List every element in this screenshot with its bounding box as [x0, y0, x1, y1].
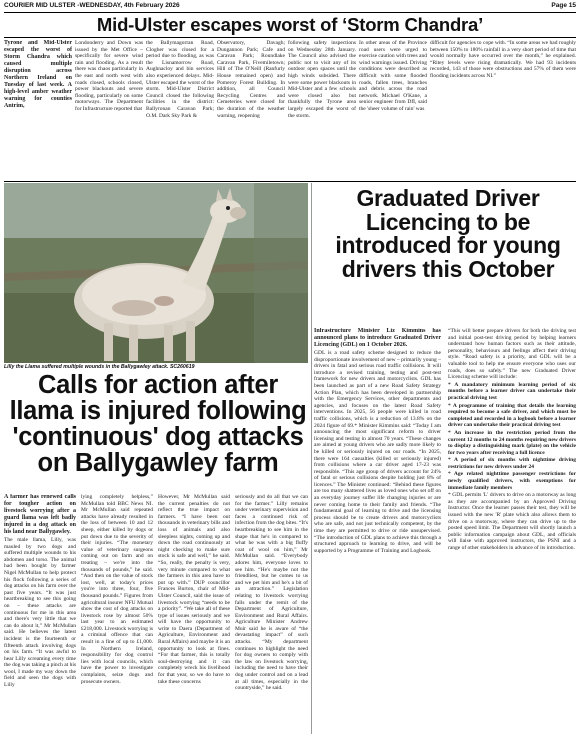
llama-column-2: lying completely helpless,” McMullan told BBC News NI. Mr McMullan said repeated attacks have already resulted in the loss of between 10 and 12 sheep, either killed by dogs or put down due to the severity of their injuries. “The monetary value of veterinary surgeons coming out on farm and on treating – we're into the thousands of pounds,” he said. “And then on the value of stock lost, well, at today's prices you're into three, four, five thousand pounds.” Figures from agricultural insurer NFU Mutual show the cost of dog attacks on livestock rose by almost 50% last year to an estimated £218,000. Livestock worrying is a criminal offence that can result in a fine of up to £1,000. In Northern Ireland, responsibility for dog control lies with local councils, which have the power to investigate complaints, seize dogs and prosecute owners.: [81, 494, 153, 685]
storm-column-2: Londonderry and Down was issued by the Met Office – specifically for severe wind rain and flooding. As a result there was chaos particularly in the east and north west with roads closed, schools closed, power blackouts and severe flooding, particularly on some motorways. The Department for Infrastructure reported that: [75, 40, 143, 112]
llama-column-1: A farmer has renewed calls for tougher action on livestock worrying after a guard llama was left badly injured in a dog attack on his land near Ballygawley. The male llama, Lilly, was mauled by two dogs and suffered multiple wounds to his abdomen and torso. The animal had been bought by farmer Nigel McMullan to help protect his flock following a series of dog attacks on his farm over the past five years. “It was just heartbreaking to see this going on – these attacks are continuous for me in this area and there's very little that we can do about it,” Mr McMullan said. He believes the latest incident is the fourteenth or fifteenth attack involving dogs on his farm. “It was awful to hear Lilly screaming every time the dog was taking a pinch at his wool, I made my way down the field and seen the dogs with Lilly: [4, 494, 76, 689]
photo-caption: Lilly the Llama suffered multiple wounds in the Ballygawley attack. SC260619: [4, 364, 195, 370]
storm-headline-rule: [4, 37, 576, 38]
storm-column-7: difficult for agencies to cope with. “In some areas we had roughly between 150% to 180% rainfall in a very short period of time that would normally have occurred over the month,” he explained. “Ritey levels were rising dramatically. We had 93 incidents recorded, 143 of those were obstructions and 57% of them were flooding incidents across NI.”: [430, 40, 576, 79]
llama-column-4: seriously and do all that we can for the farmer.” Lilly remains under veterinary supervision and faces a continued risk of infection from the dog bites. “It's heartbreaking to see him in the shape that he's in compared to what he was with a big fluffy coat of wool on him,” Mr McMullan said. “Everybody adores him, everyone loves to see him. “He's maybe not the friendliest, but he comes to us and we pet him and he's a bit of an attraction.” Legislation relating to livestock worrying falls under the remit of the Department of Agriculture, Environment and Rural Affairs. Agriculture Minister Andrew Muir said he is aware of “the devastating impact” of such attacks. “My department continues to highlight the need for dog owners to comply with the law on livestock worrying, including the need to have their dog under control and on a lead at all times, especially in the countryside,” he said.: [235, 494, 308, 692]
storm-bottom-rule: [4, 181, 576, 182]
storm-column-5: following safety inspections on Wednesday 28th January. The Council also advised the public not to visit any of its outdoor open spaces until the high winds subsided. There were some power blackouts in Mid-Ulster and a few schools were closed also but thankfully the Tyrone area largely escaped the worst of the storm.: [288, 40, 356, 119]
licence-column-1: Infrastructure Minister Liz Kimmins has announced plans to introduce Graduated Driver Licencing (GDL) on 1 October 2026. GDL is a road safety scheme designed to reduce the disproportionate involvement of new – primarily young – drivers in fatal and serious road traffic collisions. It will introduce a revised training, testing and post-test framework for new drivers and motorcyclists. GDL has been launched as part of a new Road Safety Strategy Action Plan, which has been developed in partnership with the Emergency Services, other departments and agencies, and focuses on the latest Road Safety interventions. In 2025, 56 people were killed in road traffic collisions, which is a reduction of 13.8% on the 2024 figure of 69.* Minister Kimmins said: “Today I am announcing the most significant reform to driver licensing and testing in almost 70 years. “These changes are aimed at young drivers who are sadly more likely to be killed or seriously injured on our roads. “In 2025, there were 164 casualties (killed or seriously injured) from collisions where a car driver aged 17-23 was responsible. “This age group of drivers account for 24% of fatal or serious collisions despite holding just 8% of licences.” The Minister continued: “Behind these figures are too many shattered lives as loved ones who set off on an everyday journey suffer life changing injuries or are never coming home to their family and friends. “The fundamental goal of learning to drive and the licensing process should be to create drivers and motorcyclists who are safe, and not just technically competent, by the time they are permitted to drive or ride unsupervised. “The introduction of GDL plans to achieve this through a structured approach to learning to drive, and will be supported by a Programme of Training and Logbook.: [314, 328, 441, 554]
llama-headline: Calls for action after llama is injured following 'continuous' dog attacks on Ballygawley farm: [9, 371, 307, 477]
page-number: Page 15: [551, 2, 576, 9]
storm-column-1: Tyrone and Mid-Ulster escaped the worst of Storm Chandra which caused multiple disruption across Northern Ireland on Tuesday of last week. A high-level amber weather warning for counties Antrim,: [4, 40, 72, 109]
storm-column-3: the Ballymagorran Road, Clogher was closed for a period due to flooding, as was the Lisnamorrow Road, Aughnacloy and bin services also experienced delays. Mid-Ulster escaped the worst of the storm. Mid-Ulster District Council closed the following facilities in the district: Ballyronan Caravan Park; O.M. Dark Sky Park &: [146, 40, 214, 119]
licence-bullet: * An increase in the restriction period from the current 12 months to 24 months requiring new drivers to display a distinguishing mark (plate) on the vehicle for two years after receiving a full licence: [448, 429, 576, 456]
licence-headline: Graduated Driver Licencing to be introduced for young drivers this October: [335, 185, 561, 282]
column-divider: [311, 183, 312, 734]
licence-bullet: * Age related nighttime passenger restrictions for newly qualified drivers, with exemptions for immediate family members: [448, 471, 576, 491]
publication-dateline: COURIER MID ULSTER -WEDNESDAY, 4th February 2026: [4, 2, 180, 9]
header-rule: [4, 12, 576, 13]
licence-column-2: “This will better prepare drivers for both the driving test and initial post-test driving period by helping learners understand how human factors such as their attitude, personality, behaviours and feelings affect their driving style. “Road safety is a priority, and GDL will be a valuable tool to help me ensure everyone who uses our roads, does so safely.” The new Graduated Driver Licencing scheme will include: * A mandatory minimum learning period of six months before a learner driver can undertake their practical driving test * A programme of training that details the learning required to become a safe driver, and which must be completed and recorded in a logbook before a learner driver can undertake their practical driving test * An increase in the restriction period from the current 12 months to 24 months requiring new drivers to display a distinguishing mark (plate) on the vehicle for two years after receiving a full licence * A period of six months with nighttime driving restrictions for new drivers under 24 * Age related nighttime passenger restrictions for newly qualified drivers, with exemptions for immediate family members * GDL permits 'L' drivers to drive on a motorway as long as they are accompanied by an Approved Driving Instructor. Once the learner passes their test, they will be issued with the new 'R' plate which also allows them to drive on a motorway, where they can drive up to the posted speed limit. The Department will shortly launch a public information campaign about GDL, and officials will liaise with approved instructors, the PSNI and a range of other stakeholders in advance of its introduction.: [448, 328, 576, 551]
llama-column-3: However, Mr McMullan said the current penalties do not reflect the true impact on farmers. “I have been out thousands in veterinary bills and loss of animals and also sleepless nights, coming up and down the road continuously at night checking to make sure stock is safe and well,” he said. “So, really, the penalty is very, very minute compared to what the farmers in this area have to put up with.” DUP councillor Frances Burton, chair of Mid-Ulster Council, said the issue of livestock worrying “needs to be a priority”. “We take all of these type of issues seriously and we will have the opportunity to write to Daera (Department of Agriculture, Environment and Rural Affairs) and maybe it is an opportunity to look at fines. “For that farmer, this is totally soul-destroying and it can completely wreck his livelihood for that year, so we do have to take these concerns: [158, 494, 230, 685]
storm-column-4: Observatory, Davagh; Dungannon Park; Cafe and Caravan Park; Roundlake Caravan Park, Fivemiletown; Hill of The O'Neill (Ranfurly House remained open) and Pomeroy Forest Building. In addition, all Council Recycling Centres and Cemeteries were closed for the duration of the weather warning, reopening: [217, 40, 285, 119]
storm-column-6: In other areas of the Province road users were urged to exercise caution with trees and wind warnings issued. Driving conditions were described as difficult with some flooded roads, fallen trees, branches and debris across the road network. Michael O'Kane, a senior engineer from DfI, said the 'sheer volume of rain' was: [359, 40, 427, 112]
page-header: [4, 2, 576, 12]
licence-bullet: * A mandatory minimum learning period of six months before a learner driver can undertake their practical driving test: [448, 381, 576, 401]
llama-illustration: [4, 183, 308, 363]
storm-headline: Mid-Ulster escapes worst of ‘Storm Chandra’: [96, 14, 484, 35]
licence-bullet: * A programme of training that details the learning required to become a safe driver, and which must be completed and recorded in a logbook before a learner driver can undertake their practical driving test: [448, 402, 576, 429]
llama-photo: [4, 183, 308, 363]
licence-bullet: * A period of six months with nighttime driving restrictions for new drivers under 24: [448, 457, 576, 470]
